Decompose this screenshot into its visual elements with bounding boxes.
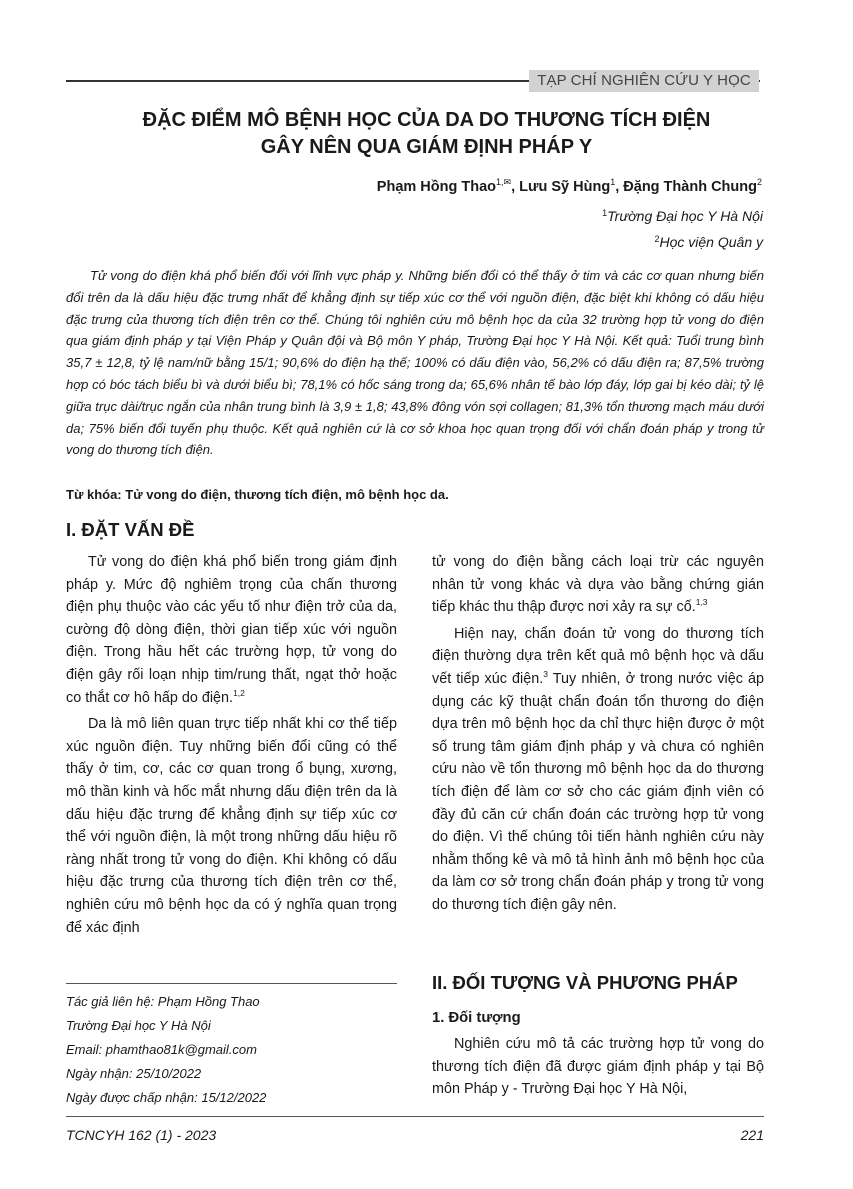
body-paragraph <box>432 551 764 619</box>
received-date: Ngày nhận: 25/10/2022 <box>66 1066 202 1081</box>
right-column <box>432 551 764 921</box>
paragraph-text: Nghiên cứu mô tả các trường hợp tử vong do thương tích điện đã được giám định pháp y tại Bộ môn Pháp y - Trường Đại học Y Hà Nội, <box>432 1036 764 1098</box>
body-paragraph <box>432 623 764 917</box>
footnotes <box>66 990 396 1110</box>
section-heading: I. ĐẶT VẤN ĐỀ <box>66 519 195 540</box>
abstract: Tử vong do điện khá phổ biến đối với lĩnh vực pháp y. Những biến đổi có thể thấy ở tim và các cơ quan nhưng biến đổi trên da là dấu hiệu đặc trưng nhất để khẳng định sự tiếp xúc cơ thể với nguồn điện, đặc biệt khi không có dấu hiệu đặc trưng của thương tích điện trên cơ thể. Chúng tôi nghiên cứu mô bệnh học da của 32 trường hợp tử vong do điện qua giám định pháp y tại Viện Pháp y Quân đội và Bộ môn Y pháp, Trường Đại học Y Hà Nội. Kết quả: Tuổi trung bình 35,7 ± 12,8, tỷ lệ nam/nữ bằng 15/1; 90,6% do điện hạ thế; 100% có dấu điện vào, 56,2% có dấu điện ra; 87,5% trường hợp có bóc tách biểu bì và dưới biểu bì; 78,1% có hốc sáng trong da; 65,6% nhân tế bào lớp đáy, lớp gai bị kéo dài; tỷ lệ giữa trục dài/trục ngắn của nhân trung bình là 3,9 ± 1,8; 43,8% đông vón sợi collagen; 81,3% tổn thương mạch máu dưới da; 75% biến đổi tuyến phụ thuộc. Kết quả nghiên cứ là cơ sở khoa học quan trọng đối với chẩn đoán pháp y trong tử vong do thương tích điện. <box>66 268 764 458</box>
page-number: 221 <box>740 1127 764 1143</box>
article-title <box>70 107 783 161</box>
author-list <box>377 177 762 195</box>
affiliation-name: Trường Đại học Y Hà Nội <box>607 208 763 224</box>
left-column <box>66 551 397 943</box>
author-name: Phạm Hồng Thao <box>376 179 497 195</box>
author-affiliation-ref: 1 <box>610 177 616 187</box>
footer-rule <box>66 1116 764 1117</box>
affiliation-number: 2 <box>654 234 660 244</box>
keywords: Từ khóa: Tử vong do điện, thương tích điện, mô bệnh học da. <box>66 487 449 502</box>
affiliation-2 <box>654 234 763 250</box>
article-title-line-1: ĐẶC ĐIỂM MÔ BỆNH HỌC CỦA DA DO THƯƠNG TÍCH ĐIỆN <box>142 109 711 131</box>
section-heading: II. ĐỐI TƯỢNG VÀ PHƯƠNG PHÁP <box>432 972 738 993</box>
paragraph-text: Da là mô liên quan trực tiếp nhất khi cơ thể tiếp xúc nguồn điện. Tuy những biến đổi cũng có thể thấy ở tim, cơ, các cơ quan trong ổ bụng, xương, mô thần kinh và hốc mắt nhưng dấu điện trên da là dấu hiệu đặc trưng để khẳng định sự tiếp xúc cơ thể với nguồn điện, là một trong những dấu hiệu rõ ràng nhất trong tử vong do điện. Khi không có dấu hiệu đặc trưng của thương tích điện trên cơ thể, nghiên cứu mô bệnh học da có ý nghĩa quan trọng để xác định <box>66 716 397 936</box>
paragraph-text: Tuy nhiên, ở trong nước việc áp dụng các kỹ thuật chẩn đoán tổn thương do điện dựa trên mô bệnh học da chỉ thực hiện được ở một số trung tâm giám định pháp y và chưa có nghiên cứu nào về tổn thương mô bệnh học da do thương tích điện để làm cơ sở cho các giám định viên có đầy đủ căn cứ chẩn đoán các trường hợp tử vong do điện. Vì thế chúng tôi tiến hành nghiên cứu này nhằm thống kê và mô tả hình ảnh mô bệnh học của da làm cơ sở trong chẩn đoán pháp y trong tử vong do thương tích điện gây nên. <box>432 670 764 913</box>
institution: Trường Đại học Y Hà Nội <box>66 1018 211 1033</box>
subsection-heading: 1. Đối tượng <box>432 1010 521 1026</box>
author-name: Lưu Sỹ Hùng <box>519 179 611 195</box>
paragraph-text: tử vong do điện bằng cách loại trừ các nguyên nhân tử vong khác và dựa vào bằng chứng gián tiếp khác thu thập được nơi xảy ra sự cố. <box>432 554 764 616</box>
author-separator: , <box>615 179 624 195</box>
author-affiliation-ref: 2 <box>756 177 762 187</box>
author-affiliation-ref: 1,✉ <box>496 177 512 187</box>
body-paragraph <box>66 713 397 939</box>
citation-ref: 3 <box>543 668 548 679</box>
paragraph-text: Hiện nay, chẩn đoán tử vong do thương tích điện thường dựa trên kết quả mô bệnh học và dấu vết tiếp xúc điện. <box>432 625 764 687</box>
journal-citation: TCNCYH 162 (1) - 2023 <box>66 1127 217 1143</box>
article-title-line-2: GÂY NÊN QUA GIÁM ĐỊNH PHÁP Y <box>260 136 593 158</box>
body-paragraph <box>432 1033 764 1101</box>
right-column-continued <box>432 1033 764 1105</box>
email: Email: phamthao81k@gmail.com <box>66 1042 257 1057</box>
citation-ref: 1,3 <box>695 597 708 608</box>
affiliation-number: 1 <box>602 208 608 218</box>
author-separator: , <box>511 179 520 195</box>
accepted-date: Ngày được chấp nhận: 15/12/2022 <box>66 1090 267 1105</box>
author-name: Đặng Thành Chung <box>623 179 757 195</box>
paragraph-text: Tử vong do điện khá phổ biến trong giám định pháp y. Mức độ nghiêm trọng của chấn thương điện phụ thuộc vào các yếu tố như điện trở của da, cường độ dòng điện, thời gian tiếp xúc với nguồn điện. Trong hầu hết các trường hợp, tử vong do điện gây rối loạn nhịp tim/rung thất, ngạt thở hoặc co thắt cơ hô hấp do điện. <box>66 554 397 706</box>
affiliation-name: Học viện Quân y <box>659 234 763 250</box>
body-paragraph <box>66 551 397 709</box>
footnote-rule <box>66 983 397 984</box>
journal-tag: TẠP CHÍ NGHIÊN CỨU Y HỌC <box>529 70 759 92</box>
citation-ref: 1,2 <box>233 687 245 698</box>
corresponding-author: Tác giả liên hệ: Phạm Hồng Thao <box>66 994 260 1009</box>
affiliation-1 <box>602 208 763 224</box>
